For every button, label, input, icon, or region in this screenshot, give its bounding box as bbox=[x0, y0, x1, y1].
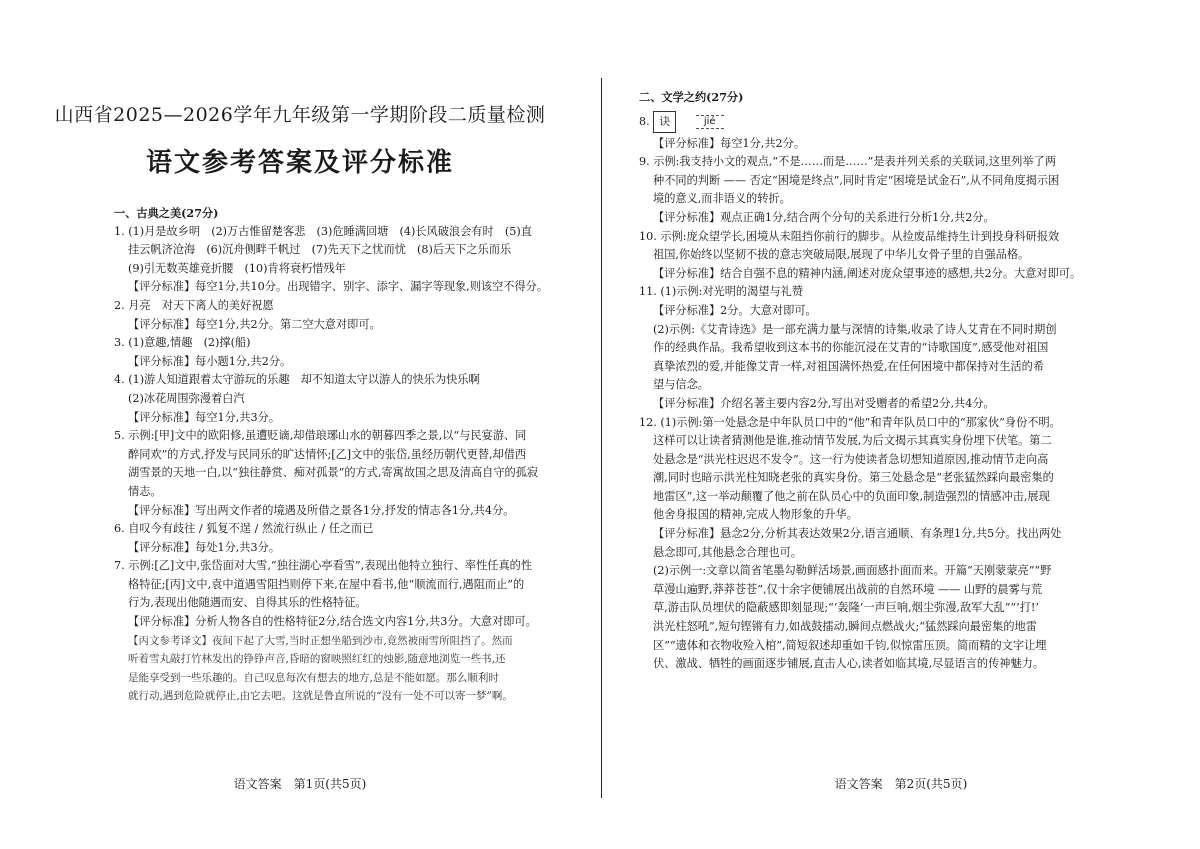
answer-line: 草,游击队员埋伏的隐蔽感即刻显现;“‘轰隆’一声巨响,烟尘弥漫,敌军大乱”“‘打!’ bbox=[653, 601, 1039, 615]
answer-line: 作的经典作品。我希望收到这本书的你能沉浸在艾青的“诗歌国度”,感受他对祖国 bbox=[653, 341, 1049, 355]
scoring-line: 【评分标准】写出两文作者的境遇及所借之景各1分,抒发的情志各1分,共4分。 bbox=[128, 503, 515, 517]
translation-line: 是能享受到一些乐趣的。自己叹息每次有想去的地方,总是不能如愿。那么顺利时 bbox=[128, 671, 499, 684]
answer-line: 情志。 bbox=[128, 484, 162, 498]
answer-line: 3. (1)意趣,情趣 (2)撑(船) bbox=[114, 336, 251, 350]
section-heading: 二、文学之约(27分) bbox=[639, 90, 744, 104]
answer-line: (2)示例一:文章以简省笔墨勾勒鲜活场景,画面感扑面而来。开篇“天刚蒙蒙亮”“野 bbox=[653, 564, 1052, 578]
answer-line: 12. (1)示例:第一处悬念是中年队员口中的“他”和青年队员口中的“那家伙”身份不明。 bbox=[639, 415, 1061, 429]
answer-line-q8 bbox=[639, 111, 1123, 133]
scoring-line: 【评分标准】结合自强不息的精神内涵,阐述对庞众望事迹的感想,共2分。大意对即可。 bbox=[653, 266, 1082, 280]
answer-line: 4. (1)游人知道跟着太守游玩的乐趣 却不知道太守以游人的快乐为快乐啊 bbox=[114, 373, 480, 387]
answer-line: 草漫山遍野,莽莽苍苍”,仅十余字便铺展出战前的自然环境 —— 山野的晨雾与荒 bbox=[653, 582, 1043, 596]
scoring-line: 【评分标准】每空1分,共2分。 bbox=[653, 136, 806, 150]
answer-line: (9)引无数英雄竞折腰 (10)肯将衰朽惜残年 bbox=[128, 261, 346, 275]
scoring-line: 【评分标准】介绍名著主要内容2分,写出对受赠者的希望2分,共4分。 bbox=[653, 396, 995, 410]
answer-line: 7. 示例:[乙]文中,张岱面对大雪,“独往湖心亭看雪”,表现出他特立独行、率性任真的性 bbox=[114, 559, 533, 573]
exam-title: 山西省2025—2026学年九年级第一学期阶段二质量检测 bbox=[54, 104, 546, 126]
scoring-line: 【评分标准】每空1分,共3分。 bbox=[128, 410, 281, 424]
section-heading: 一、古典之美(27分) bbox=[114, 206, 219, 220]
answer-line: 地雷区”,这一举动颠覆了他之前在队员心中的负面印象,制造强烈的情感冲击,展现 bbox=[653, 489, 1050, 503]
scoring-line: 【评分标准】每空1分,共2分。第二空大意对即可。 bbox=[128, 317, 381, 331]
question-number: 8. bbox=[639, 114, 650, 128]
translation-line: 就行动,遇到危险就停止,由它去吧。这就是鲁直所说的“没有一处不可以寄一梦”啊。 bbox=[128, 690, 513, 703]
answer-line: 2. 月亮 对天下离人的美好祝愿 bbox=[114, 298, 274, 312]
answer-line: 1. (1)月是故乡明 (2)万古惟留楚客悲 (3)危睡满回塘 (4)长风破浪会有时 (5)直 bbox=[114, 224, 532, 238]
answer-box: 诀 bbox=[653, 111, 676, 133]
scoring-line: 【评分标准】分析人物各自的性格特征2分,结合选文内容1分,共3分。大意对即可。 bbox=[128, 615, 537, 629]
answer-line: 境的意义,而非语义的转折。 bbox=[653, 192, 791, 206]
answer-line: 11. (1)示例:对光明的渴望与礼赞 bbox=[639, 285, 804, 299]
translation-line: 听着雪丸敲打竹林发出的铮铮声音,昏暗的窗映照红红的烛影,随意地浏览一些书,还 bbox=[128, 653, 506, 666]
answer-line: 区”“遗体和衣物收殓入棺”,简短叙述却重如千钧,似惊雷压顶。简而精的文字让埋 bbox=[653, 638, 1047, 652]
translation-line: 【丙文参考译文】夜间下起了大雪,当时正想坐船到沙市,竟然被雨雪所阻挡了。然而 bbox=[128, 634, 513, 647]
answer-line: 真挚浓烈的爱,并能像艾青一样,对祖国满怀热爱,在任何困境中都保持对生活的希 bbox=[653, 359, 1045, 373]
answer-line: 潮,同时也暗示洪光柱知晓老张的真实身份。第三处悬念是“老张猛然踩向最密集的 bbox=[653, 471, 1054, 485]
answer-line: 望与信念。 bbox=[653, 378, 709, 392]
answer-line: 挂云帆济沧海 (6)沉舟侧畔千帆过 (7)先天下之忧而忧 (8)后天下之乐而乐 bbox=[128, 243, 512, 257]
page-footer: 语文答案 第1页(共5页) bbox=[233, 777, 367, 791]
answer-line: (2)示例:《艾青诗选》是一部充满力量与深情的诗集,收录了诗人艾青在不同时期创 bbox=[653, 322, 1057, 336]
answer-line: 伏、激战、牺牲的画面逐步铺展,直击人心,读者如临其境,尽显语言的传神魅力。 bbox=[653, 657, 1045, 671]
right-page bbox=[602, 0, 1200, 849]
answer-line: 醉同欢”的方式,抒发与民同乐的旷达情怀;[乙]文中的张岱,虽经历朝代更替,却借西 bbox=[128, 447, 527, 461]
answer-line: 他舍身报国的精神,完成人物形象的升华。 bbox=[653, 508, 858, 522]
answer-line: 5. 示例:[甲]文中的欧阳修,虽遭贬谪,却借琅琊山水的朝暮四季之景,以“与民宴游、同 bbox=[114, 429, 527, 443]
answer-line: 6. 自叹今有歧往 / 狐复不逞 / 然流行纵止 / 任之而已 bbox=[114, 522, 374, 536]
scoring-line: 【评分标准】每小题1分,共2分。 bbox=[128, 354, 292, 368]
scoring-line: 【评分标准】每空1分,共10分。出现错字、别字、添字、漏字等现象,则该空不得分。 bbox=[128, 280, 549, 294]
scoring-line: 【评分标准】观点正确1分,结合两个分句的关系进行分析1分,共2分。 bbox=[653, 210, 995, 224]
answer-key-title: 语文参考答案及评分标准 bbox=[145, 148, 454, 178]
answer-line: 处悬念是“洪光柱迟迟不发令”。这一行为使读者急切想知道原因,推动情节走向高 bbox=[653, 452, 1049, 466]
scoring-line: 【评分标准】悬念2分,分析其表达效果2分,语言通顺、有条理1分,共5分。找出两处 bbox=[653, 527, 1062, 541]
page-footer: 语文答案 第2页(共5页) bbox=[834, 777, 968, 791]
right-content bbox=[639, 88, 1123, 674]
left-content bbox=[114, 204, 554, 706]
scoring-line: 【评分标准】2分。大意对即可。 bbox=[653, 303, 817, 317]
answer-line: 10. 示例:庞众望学长,困境从未阻挡你前行的脚步。从捡废品维持生计到投身科研报效 bbox=[639, 229, 1060, 243]
pinyin-answer: jié bbox=[696, 115, 724, 129]
answer-line: (2)冰花周围弥漫着白汽 bbox=[128, 391, 245, 405]
answer-line: 这样可以让读者猜测他是谁,推动情节发展,为后文揭示其真实身份埋下伏笔。第二 bbox=[653, 434, 1052, 448]
answer-line: 行为,表现出他随遇而安、自得其乐的性格特征。 bbox=[128, 596, 367, 610]
scoring-line: 悬念即可,其他悬念合理也可。 bbox=[653, 545, 802, 559]
scoring-line: 【评分标准】每处1分,共3分。 bbox=[128, 540, 281, 554]
answer-line: 9. 示例:我支持小文的观点,“不是……而是……”是表并列关系的关联词,这里列举了两 bbox=[639, 155, 1056, 169]
answer-line: 种不同的判断 —— 否定“困境是终点”,同时肯定“困境是试金石”,从不同角度揭示困 bbox=[653, 173, 1060, 187]
answer-line: 湖雪景的天地一白,以“独往静赏、痴对孤景”的方式,寄寓故国之思及清高自守的孤寂 bbox=[128, 466, 539, 480]
answer-line: 洪光柱怒吼”,短句铿锵有力,如战鼓擂动,瞬间点燃战火;“猛然踩向最密集的地雷 bbox=[653, 620, 1037, 634]
answer-line: 祖国,你始终以坚韧不拔的意志突破局限,展现了中华儿女骨子里的自强品格。 bbox=[653, 248, 1030, 262]
answer-line: 格特征;[丙]文中,袁中道遇雪阻挡则停下来,在屋中看书,他“顺流而行,遇阻而止”的 bbox=[128, 577, 525, 591]
